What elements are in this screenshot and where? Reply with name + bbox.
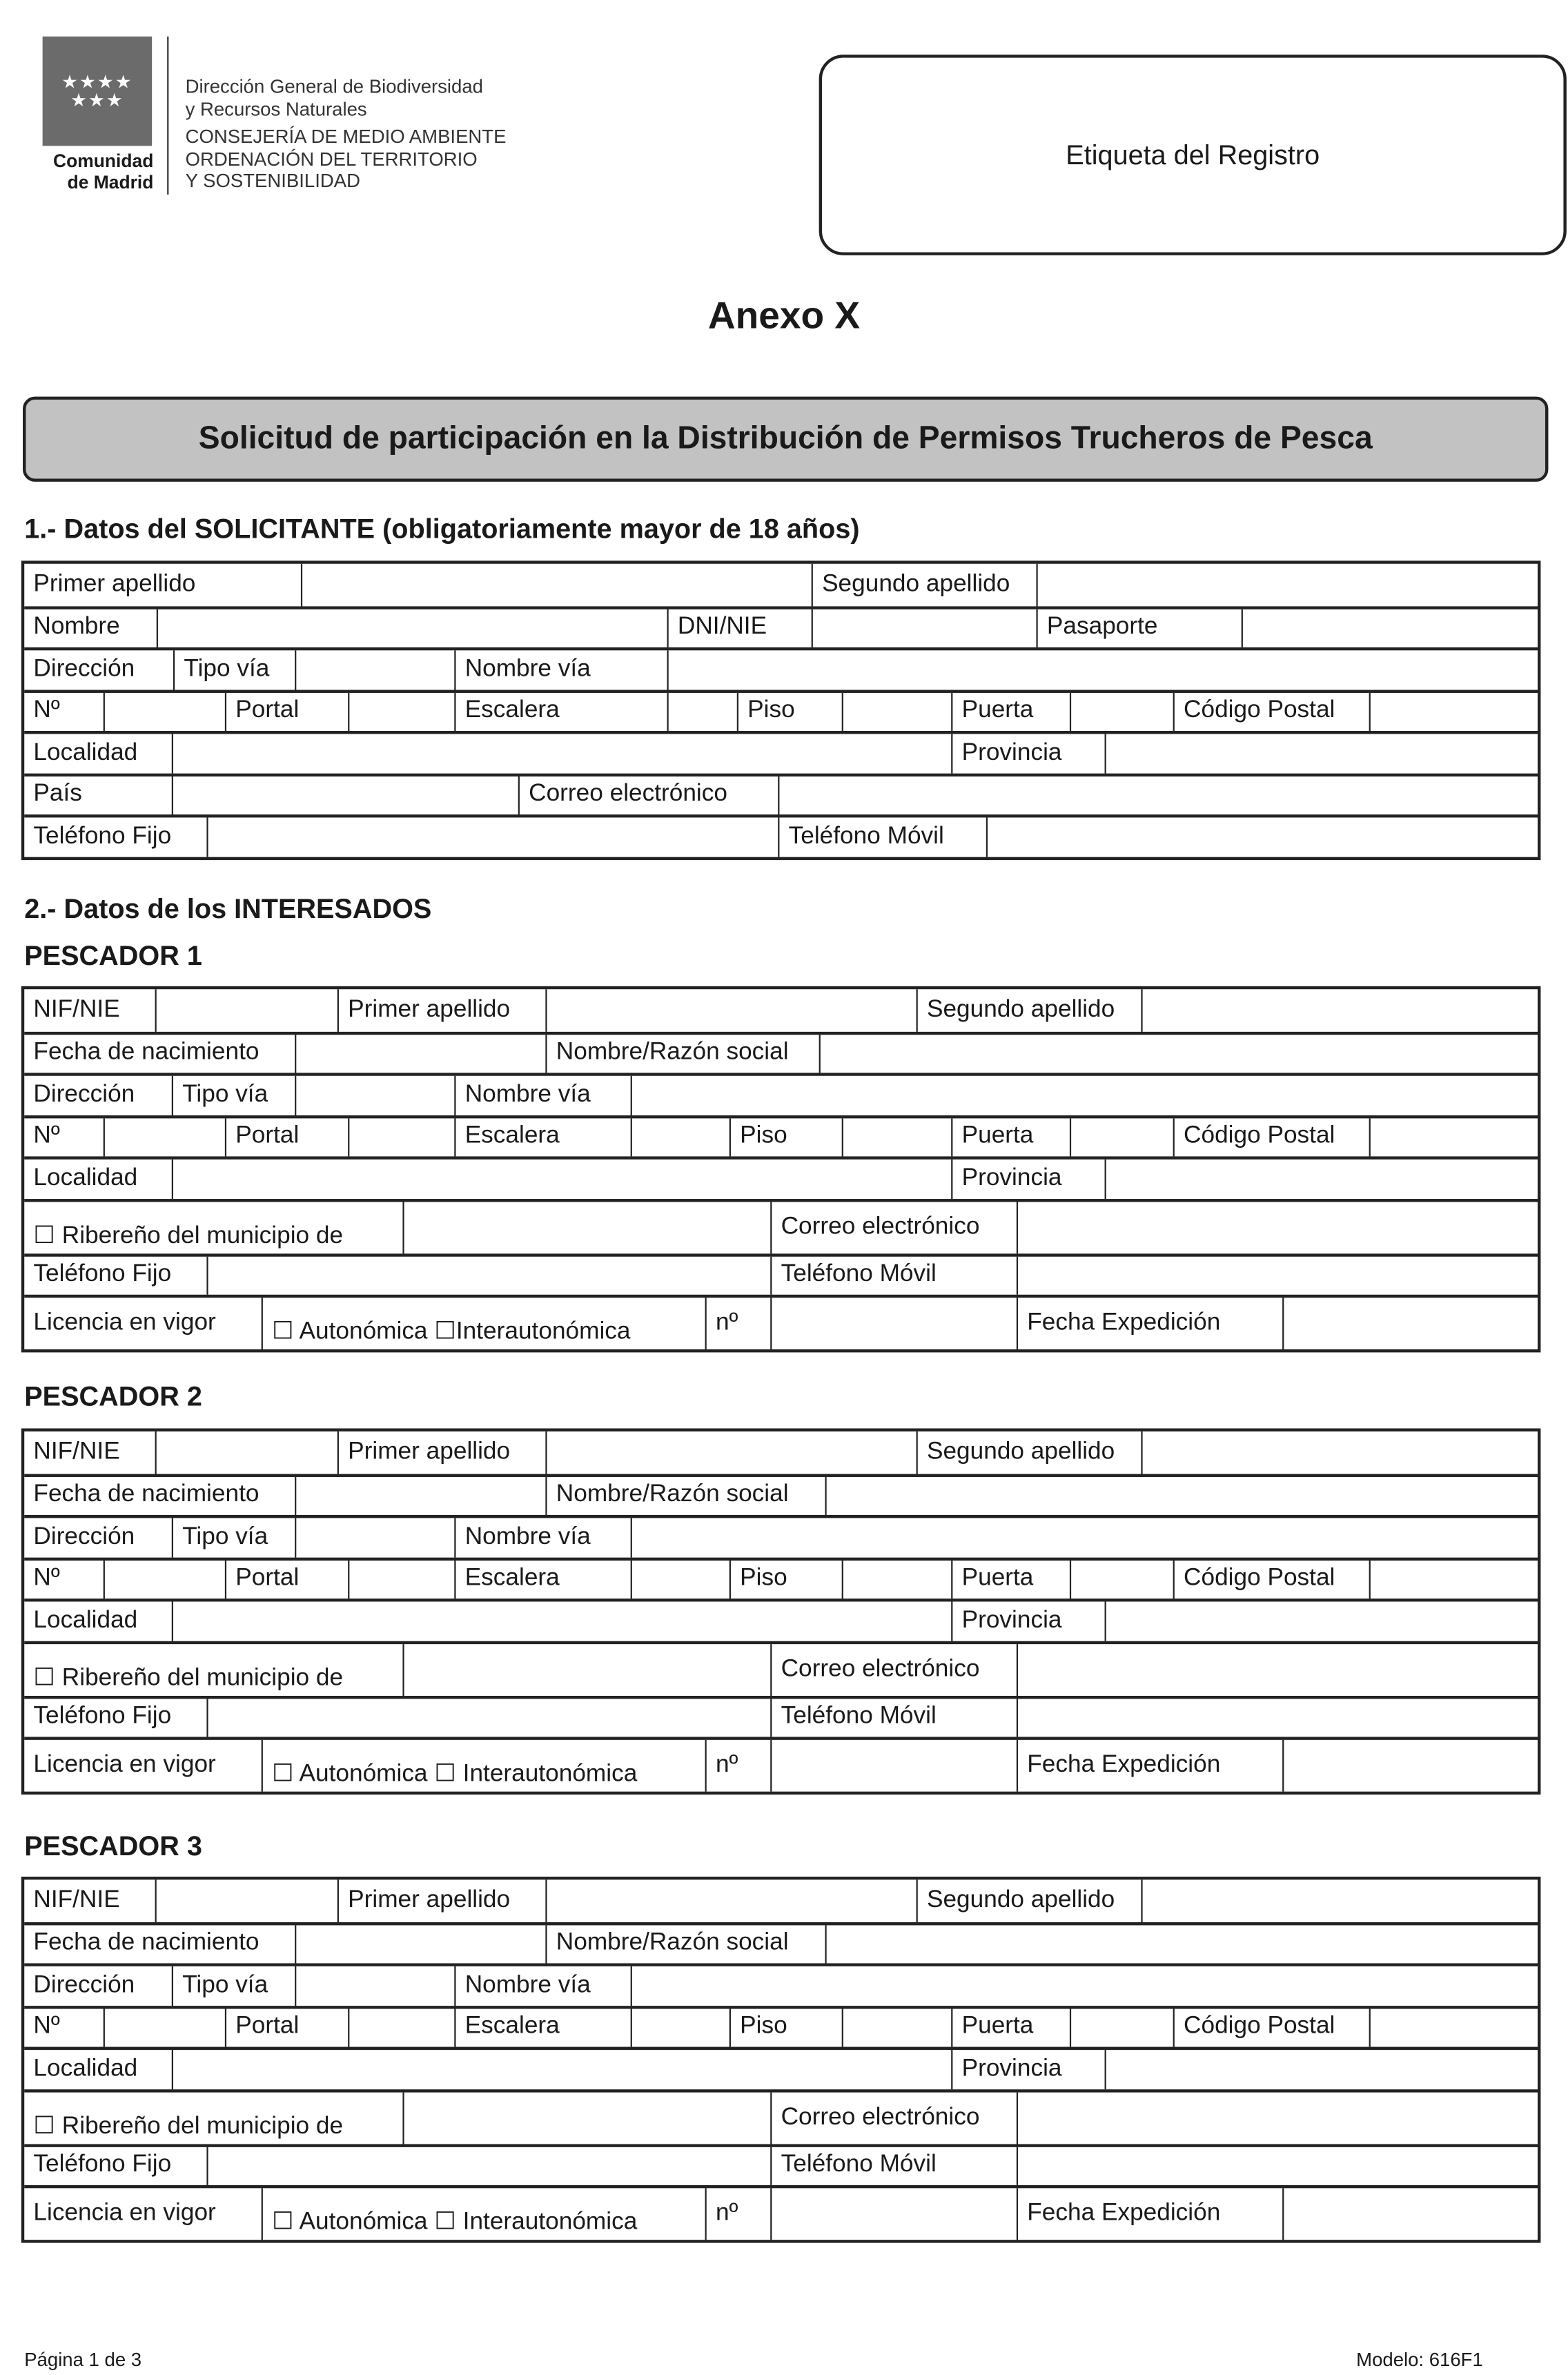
table-row [24,1879,1538,1922]
field-label-telefono-fijo: Teléfono Fijo [33,1703,172,1730]
input-field[interactable] [172,734,951,772]
table-row [24,1695,1538,1737]
table-row [24,1156,1538,1198]
field-label-telefono-movil: Teléfono Móvil [770,1256,1017,1295]
input-field[interactable] [206,2147,770,2185]
field-label-correo: Correo electrónico [518,776,778,814]
table-row [24,2185,1538,2240]
field-label-tipo-via: Tipo vía [172,1966,295,2005]
field-label-nombre-via: Nombre vía [454,1076,630,1115]
field-label-escalera: Escalera [454,1117,630,1156]
field-label-num: nº [705,2188,771,2240]
table-row [24,1431,1538,1474]
input-field[interactable] [667,650,1538,689]
field-label-primer-apellido: Primer apellido [337,1879,546,1922]
input-field[interactable] [1017,2147,1538,2185]
input-field[interactable] [631,2008,729,2046]
table-row [24,1922,1538,1964]
field-label-fecha-nacimiento: Fecha de nacimiento [33,1482,259,1508]
field-label-direccion: Dirección [33,656,135,682]
input-field[interactable] [1017,1643,1538,1695]
section2-heading: 2.- Datos de los INTERESADOS [24,893,432,924]
input-field[interactable] [842,2008,952,2046]
input-field[interactable] [295,1034,545,1073]
input-field[interactable] [631,1560,729,1599]
table-row [24,647,1538,690]
pescador-title: PESCADOR 2 [24,1381,202,1412]
field-label-piso: Piso [729,1117,842,1156]
section1-heading: 1.- Datos del SOLICITANTE (obligatoriamente mayor de 18 años) [24,514,860,545]
input-field[interactable] [1017,1201,1538,1253]
field-label-piso: Piso [729,1560,842,1599]
input-field[interactable] [1242,609,1538,647]
field-label-escalera: Escalera [454,1560,630,1599]
field-label-piso: Piso [729,2008,842,2046]
table-row [24,731,1538,773]
org-line: CONSEJERÍA DE MEDIO AMBIENTE [185,126,507,148]
input-field[interactable] [155,989,337,1031]
field-label-segundo-apellido: Segundo apellido [917,1879,1141,1922]
field-label-correo: Correo electrónico [770,1643,1017,1695]
field-label-tipo-via: Tipo vía [173,650,295,689]
input-field[interactable] [172,1601,951,1640]
field-label-segundo-apellido: Segundo apellido [812,564,1037,606]
field-label-escalera: Escalera [454,2008,630,2046]
field-label-codigo-postal: Código Postal [1173,692,1369,731]
input-field[interactable] [631,1076,1538,1115]
pescador-3-table [21,1877,1541,2243]
input-field[interactable] [206,1256,770,1295]
input-field[interactable] [1141,1879,1538,1922]
field-label-provincia: Provincia [951,1160,1104,1198]
field-label-nif: NIF/NIE [33,1886,120,1913]
field-label-numero: Nº [33,1123,60,1149]
input-field[interactable] [155,1431,337,1474]
table-row [24,1599,1538,1641]
licencia-options-checkboxes[interactable]: ☐ Autonómica ☐ Interautonómica [262,2188,705,2240]
input-field[interactable] [295,650,454,689]
table-row [24,1253,1538,1295]
table-row [24,989,1538,1031]
input-field[interactable] [778,776,1538,814]
table-row [24,1737,1538,1791]
input-field[interactable] [295,1966,454,2005]
field-label-nif: NIF/NIE [33,996,120,1023]
logo-name-line: Comunidad [53,150,154,172]
field-label-fecha-expedicion: Fecha Expedición [1017,1298,1282,1349]
field-label-escalera: Escalera [454,692,667,731]
field-label-nombre-via: Nombre vía [454,650,667,689]
input-field[interactable] [155,1879,337,1922]
field-label-num: nº [705,1740,771,1792]
input-field[interactable] [402,1201,770,1253]
input-field[interactable] [348,2008,454,2046]
input-field[interactable] [770,1298,1017,1349]
field-label-codigo-postal: Código Postal [1173,1560,1369,1599]
table-row [24,1963,1538,2005]
input-field[interactable] [172,2050,951,2089]
applicant-table [21,560,1541,859]
input-field[interactable] [295,1518,454,1556]
input-field[interactable] [1369,1560,1538,1599]
input-field[interactable] [295,1076,454,1115]
field-label-fecha-nacimiento: Fecha de nacimiento [33,1039,259,1066]
page-number: Página 1 de 3 [24,2349,142,2371]
field-label-direccion: Dirección [33,1081,135,1108]
input-field[interactable] [842,692,952,731]
field-label-num: nº [705,1298,771,1349]
field-label-ribereno[interactable]: ☐ Ribereño del municipio de [33,1222,344,1249]
input-field[interactable] [1141,1431,1538,1474]
input-field[interactable] [402,1643,770,1695]
field-label-numero: Nº [33,2013,60,2040]
field-label-nombre-via: Nombre vía [454,1966,630,2005]
input-field[interactable] [667,692,737,731]
field-label-localidad: Localidad [33,2055,138,2082]
field-label-localidad: Localidad [33,1607,138,1634]
table-row [24,2089,1538,2143]
field-label-correo: Correo electrónico [770,2092,1017,2144]
input-field[interactable] [1141,989,1538,1031]
pescador-title: PESCADOR 1 [24,940,202,971]
input-field[interactable] [172,776,518,814]
input-field[interactable] [206,1698,770,1737]
input-field[interactable] [1070,692,1173,731]
table-row [24,689,1538,731]
input-field[interactable] [104,692,225,731]
field-label-licencia: Licencia en vigor [33,2200,216,2227]
form-title-text: Solicitud de participación en la Distribución de Permisos Trucheros de Pesca [198,420,1373,456]
input-field[interactable] [545,989,916,1031]
field-label-fecha-expedicion: Fecha Expedición [1017,2188,1282,2240]
field-label-telefono-movil: Teléfono Móvil [778,817,986,856]
input-field[interactable] [1105,1160,1538,1198]
field-label-fecha-expedicion: Fecha Expedición [1017,1740,1282,1792]
field-label-nombre-razon: Nombre/Razón social [545,1034,819,1073]
org-line: y Recursos Naturales [185,98,367,119]
field-label-nombre-via: Nombre vía [454,1518,630,1556]
field-label-nombre-razon: Nombre/Razón social [545,1924,825,1963]
table-row [24,605,1538,647]
input-field[interactable] [104,1117,225,1156]
field-label-primer-apellido: Primer apellido [337,1431,546,1474]
field-label-portal: Portal [225,1117,348,1156]
form-title [23,397,1548,482]
input-field[interactable] [631,1966,1538,2005]
pescador-2-table [21,1429,1541,1795]
input-field[interactable] [1369,1117,1538,1156]
input-field[interactable] [842,1117,952,1156]
field-label-nombre: Nombre [33,614,120,641]
pescador-1-table [21,986,1541,1353]
input-field[interactable] [1282,1740,1538,1792]
input-field[interactable] [206,817,778,856]
table-row [24,1198,1538,1253]
input-field[interactable] [1070,1560,1173,1599]
table-row [24,1031,1538,1073]
org-text [186,76,507,192]
field-label-telefono-fijo: Teléfono Fijo [33,2152,172,2178]
field-label-provincia: Provincia [951,2050,1104,2089]
field-label-pais: País [33,781,82,808]
field-label-ribereno[interactable]: ☐ Ribereño del municipio de [33,2113,344,2139]
table-row [24,1295,1538,1349]
input-field[interactable] [104,2008,225,2046]
field-label-licencia: Licencia en vigor [33,1752,216,1778]
field-label-primer-apellido: Primer apellido [337,989,546,1031]
field-label-nif: NIF/NIE [33,1438,120,1465]
input-field[interactable] [1369,2008,1538,2046]
field-label-correo: Correo electrónico [770,1201,1017,1253]
table-row [24,564,1538,606]
table-row [24,2047,1538,2089]
table-row [24,1557,1538,1599]
field-label-puerta: Puerta [951,2008,1070,2046]
field-label-telefono-movil: Teléfono Móvil [770,2147,1017,2185]
field-label-portal: Portal [225,1560,348,1599]
input-field[interactable] [157,609,667,647]
field-label-direccion: Dirección [33,1972,135,1998]
input-field[interactable] [1036,564,1538,606]
input-field[interactable] [172,1160,951,1198]
input-field[interactable] [348,1117,454,1156]
field-label-tipo-via: Tipo vía [172,1076,295,1115]
field-label-puerta: Puerta [951,1117,1070,1156]
logo-name-line: de Madrid [67,171,154,193]
table-row [24,1073,1538,1115]
table-row [24,1115,1538,1157]
input-field[interactable] [1282,1298,1538,1349]
field-label-portal: Portal [225,692,348,731]
input-field[interactable] [1105,734,1538,772]
licencia-options-checkboxes[interactable]: ☐ Autonómica ☐ Interautonómica [262,1740,705,1792]
input-field[interactable] [825,1476,1538,1515]
input-field[interactable] [295,1924,545,1963]
field-label-ribereno[interactable]: ☐ Ribereño del municipio de [33,1664,344,1691]
field-label-localidad: Localidad [33,1165,138,1191]
input-field[interactable] [104,1560,225,1599]
field-label-codigo-postal: Código Postal [1173,1117,1369,1156]
input-field[interactable] [1282,2188,1538,2240]
table-row [24,1641,1538,1695]
field-label-telefono-movil: Teléfono Móvil [770,1698,1017,1737]
input-field[interactable] [301,564,812,606]
input-field[interactable] [545,1879,916,1922]
input-field[interactable] [812,609,1037,647]
table-row [24,773,1538,815]
table-row [24,1473,1538,1515]
input-field[interactable] [631,1117,729,1156]
annex-title: Anexo X [707,295,861,338]
field-label-provincia: Provincia [951,734,1104,772]
table-row [24,1515,1538,1557]
logo-divider [167,37,168,195]
input-field[interactable] [986,817,1538,856]
input-field[interactable] [842,1560,952,1599]
field-label-segundo-apellido: Segundo apellido [917,1431,1141,1474]
stars-icon: ★★★★ ★★★ [61,71,133,111]
org-line: ORDENACIÓN DEL TERRITORIO [185,148,478,170]
input-field[interactable] [1070,1117,1173,1156]
table-row [24,2143,1538,2185]
field-label-localidad: Localidad [33,739,138,766]
field-label-piso: Piso [737,692,842,731]
field-label-numero: Nº [33,698,60,724]
input-field[interactable] [348,692,454,731]
org-line: Y SOSTENIBILIDAD [185,170,360,192]
input-field[interactable] [770,2188,1017,2240]
input-field[interactable] [1017,2092,1538,2144]
input-field[interactable] [1369,692,1538,731]
registry-label-box [819,55,1567,255]
licencia-options-checkboxes[interactable]: ☐ Autonómica ☐Interautonómica [262,1298,705,1349]
input-field[interactable] [825,1924,1538,1963]
field-label-tipo-via: Tipo vía [172,1518,295,1556]
input-field[interactable] [545,1431,916,1474]
input-field[interactable] [348,1560,454,1599]
input-field[interactable] [1070,2008,1173,2046]
table-row [24,814,1538,857]
logo-name [41,150,153,193]
model-number: Modelo: 616F1 [1356,2349,1483,2371]
input-field[interactable] [770,1740,1017,1792]
input-field[interactable] [402,2092,770,2144]
field-label-codigo-postal: Código Postal [1173,2008,1369,2046]
input-field[interactable] [295,1476,545,1515]
input-field[interactable] [631,1518,1538,1556]
field-label-provincia: Provincia [951,1601,1104,1640]
input-field[interactable] [1105,2050,1538,2089]
input-field[interactable] [1017,1698,1538,1737]
input-field[interactable] [819,1034,1538,1073]
input-field[interactable] [1105,1601,1538,1640]
org-line: Dirección General de Biodiversidad [185,76,483,97]
field-label-telefono-fijo: Teléfono Fijo [33,1261,172,1288]
field-label-segundo-apellido: Segundo apellido [917,989,1141,1031]
field-label-puerta: Puerta [951,1560,1070,1599]
field-label-pasaporte: Pasaporte [1036,609,1241,647]
field-label-primer-apellido: Primer apellido [33,571,196,597]
registry-label: Etiqueta del Registro [1066,139,1320,170]
field-label-telefono-fijo: Teléfono Fijo [33,823,172,850]
field-label-fecha-nacimiento: Fecha de nacimiento [33,1930,259,1957]
field-label-licencia: Licencia en vigor [33,1309,216,1336]
field-label-puerta: Puerta [951,692,1070,731]
table-row [24,2005,1538,2047]
pescador-title: PESCADOR 3 [24,1830,202,1861]
field-label-numero: Nº [33,1565,60,1592]
field-label-dni: DNI/NIE [667,609,812,647]
input-field[interactable] [1017,1256,1538,1295]
field-label-portal: Portal [225,2008,348,2046]
field-label-direccion: Dirección [33,1523,135,1550]
field-label-nombre-razon: Nombre/Razón social [545,1476,825,1515]
